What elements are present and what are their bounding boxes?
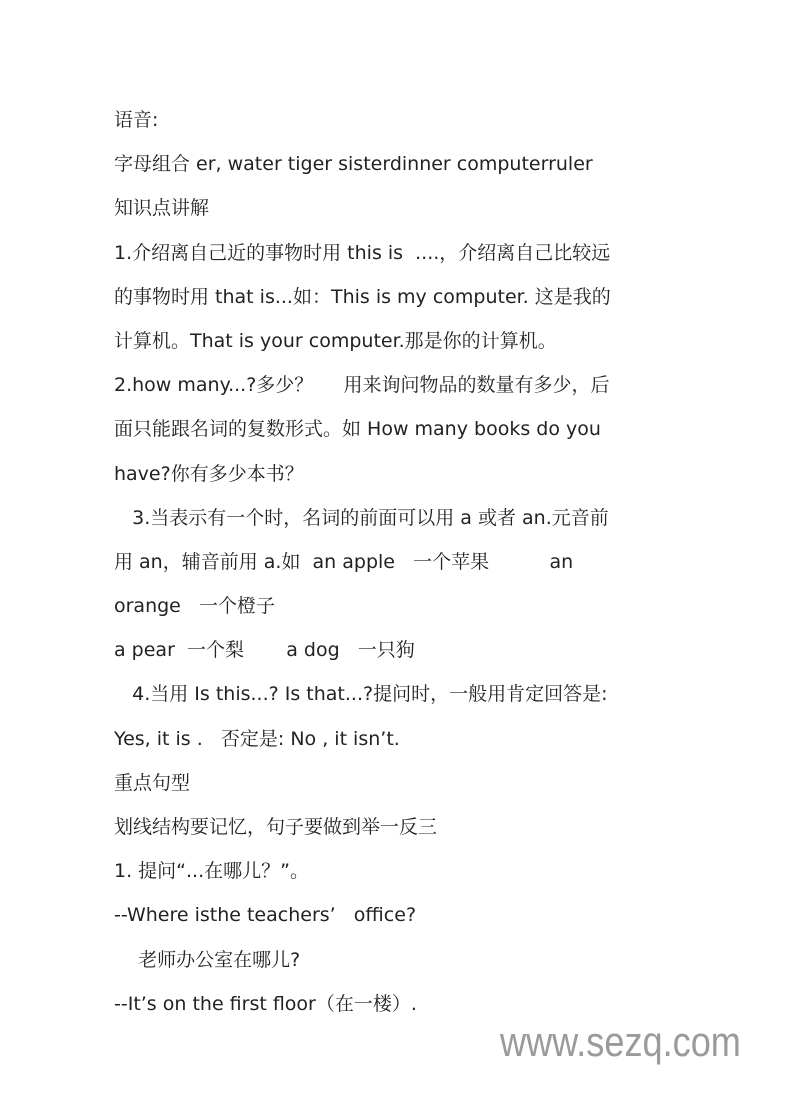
- paragraph-line: 老师办公室在哪儿?: [114, 948, 301, 971]
- paragraph-line: Yes, it is . 否定是: No , it isn’t.: [114, 727, 400, 750]
- paragraph-line: 2.how many...?多少？ 用来询问物品的数量有多少，后: [114, 374, 610, 397]
- paragraph-line: --It’s on the first floor（在一楼）.: [114, 992, 417, 1015]
- section-heading-knowledge: 知识点讲解: [114, 197, 210, 220]
- paragraph-line: 4.当用 Is this...? Is that...?提问时，一般用肯定回答是:: [114, 683, 608, 706]
- paragraph-line: 3.当表示有一个时，名词的前面可以用 a 或者 an.元音前: [114, 506, 609, 529]
- paragraph-line: 计算机。That is your computer.那是你的计算机。: [114, 329, 557, 352]
- section-heading-key-sentences: 重点句型: [114, 771, 191, 794]
- paragraph-line: 的事物时用 that is...如：This is my computer. 这是我的: [114, 285, 611, 308]
- paragraph-line: 1. 提问“...在哪儿？”。: [114, 860, 309, 883]
- paragraph-line: 划线结构要记忆，句子要做到举一反三: [114, 816, 438, 838]
- paragraph-line: 1.介绍离自己近的事物时用 this is ....，介绍离自己比较远: [114, 241, 611, 264]
- paragraph-line: a pear 一个梨 a dog 一只狗: [114, 639, 415, 662]
- paragraph-line: 面只能跟名词的复数形式。如 How many books do you: [114, 418, 601, 441]
- paragraph-line: 字母组合 er, water tiger sisterdinner computerruler: [114, 153, 593, 176]
- paragraph-line: --Where isthe teachers’ office?: [114, 904, 417, 927]
- document-body: [114, 98, 714, 1026]
- watermark: www.sezq.com: [500, 1018, 741, 1065]
- paragraph-line: have?你有多少本书？: [114, 462, 304, 485]
- section-heading-pronunciation: 语音:: [114, 109, 159, 131]
- paragraph-line: 用 an，辅音前用 a.如 an apple 一个苹果 an: [114, 550, 574, 573]
- paragraph-line: orange 一个橙子: [114, 595, 275, 618]
